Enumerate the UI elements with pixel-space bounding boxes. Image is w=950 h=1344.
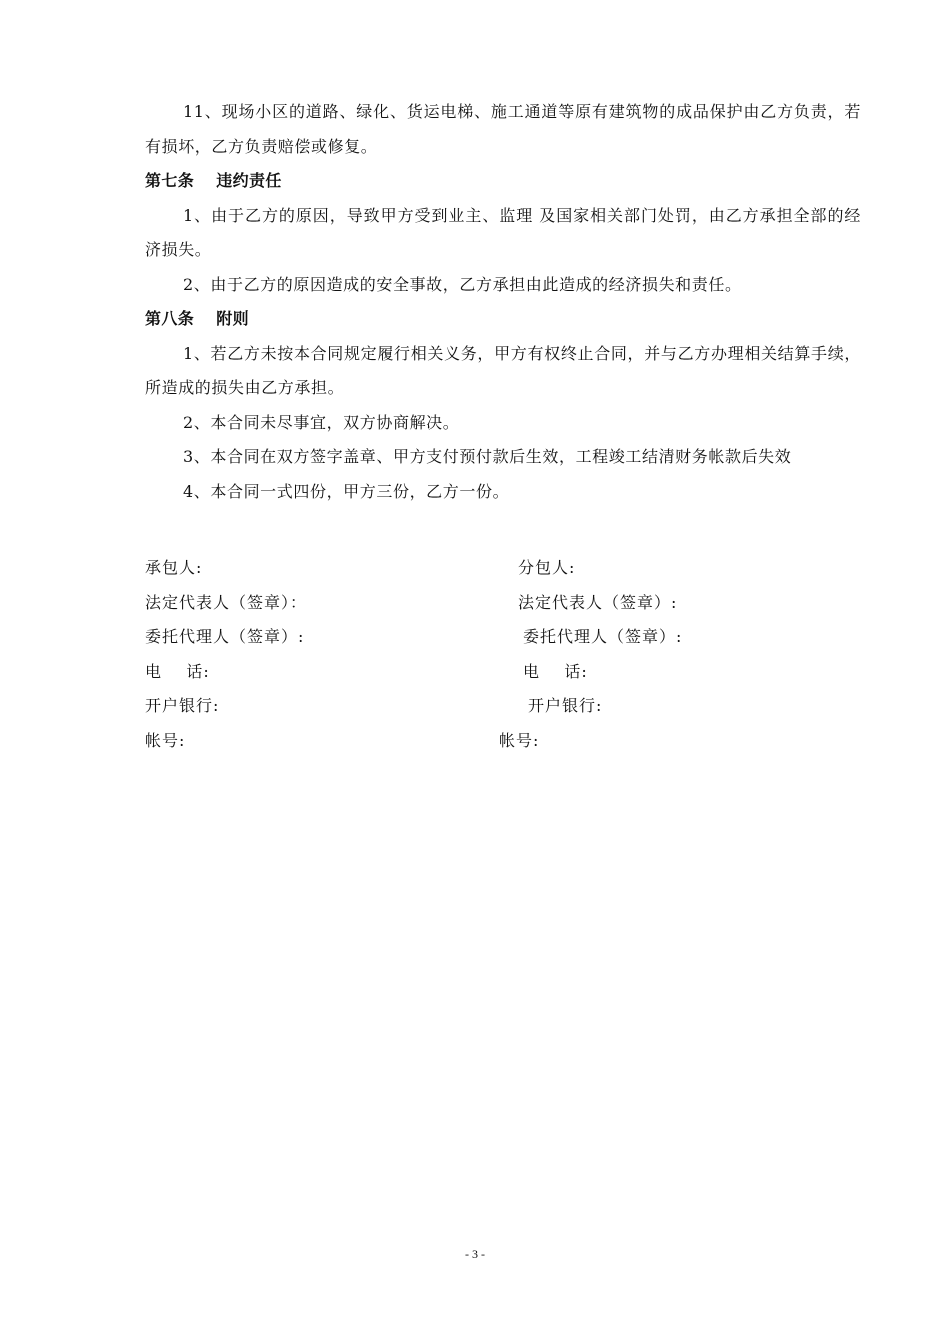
contractor-legal-rep-label: 法定代表人（签章）： <box>145 592 308 612</box>
article7-item1: 1、由于乙方的原因，导致甲方受到业主、监理 及国家相关部门处罚，由乙方承担全部的经济损失。 <box>145 205 861 259</box>
signature-row-party <box>145 551 861 586</box>
signature-row-agent <box>145 620 861 655</box>
article8-item3: 3、本合同在双方签字盖章、甲方支付预付款后生效，工程竣工结清财务帐款后失效 <box>183 447 792 466</box>
page-number: - 3 - <box>465 1247 485 1261</box>
subcontractor-legal-rep-label: 法定代表人（签章）: <box>518 592 678 612</box>
article6-item11: 11、现场小区的道路、绿化、货运电梯、施工通道等原有建筑物的成品保护由乙方负责，若有损坏，乙方负责赔偿或修复。 <box>145 102 861 156</box>
article7-title: 违约责任 <box>216 171 282 190</box>
signature-row-account <box>145 724 861 759</box>
subcontractor-phone-label: 电 话: <box>523 661 588 681</box>
article8-item4: 4、本合同一式四份，甲方三份，乙方一份。 <box>183 481 510 501</box>
article8-heading <box>145 302 861 337</box>
article7-item2: 2、由于乙方的原因造成的安全事故，乙方承担由此造成的经济损失和责任。 <box>183 274 742 294</box>
contractor-bank-label: 开户银行: <box>145 696 220 715</box>
subcontractor-agent-label: 委托代理人（签章）: <box>523 627 683 646</box>
signature-row-bank <box>145 689 861 724</box>
article7-number: 第七条 <box>145 171 195 190</box>
subcontractor-label: 分包人: <box>518 558 576 577</box>
article8-item1: 1、若乙方未按本合同规定履行相关义务，甲方有权终止合同，并与乙方办理相关结算手续，所造成的损失由乙方承担。 <box>145 343 861 397</box>
article8-title: 附则 <box>216 309 250 328</box>
article8-item2: 2、本合同未尽事宜，双方协商解决。 <box>183 412 460 432</box>
subcontractor-bank-label: 开户银行: <box>528 696 603 715</box>
article7-heading <box>145 164 861 199</box>
subcontractor-account-label: 帐号: <box>499 730 540 750</box>
contractor-agent-label: 委托代理人（签章）: <box>145 627 305 646</box>
signature-block <box>145 551 861 758</box>
contractor-account-label: 帐号: <box>145 730 186 750</box>
contract-body <box>145 95 861 509</box>
article8-number: 第八条 <box>145 309 195 328</box>
signature-row-phone <box>145 655 861 690</box>
contractor-phone-label: 电 话: <box>145 661 210 681</box>
signature-row-legal-rep <box>145 586 861 621</box>
contractor-label: 承包人: <box>145 558 203 577</box>
